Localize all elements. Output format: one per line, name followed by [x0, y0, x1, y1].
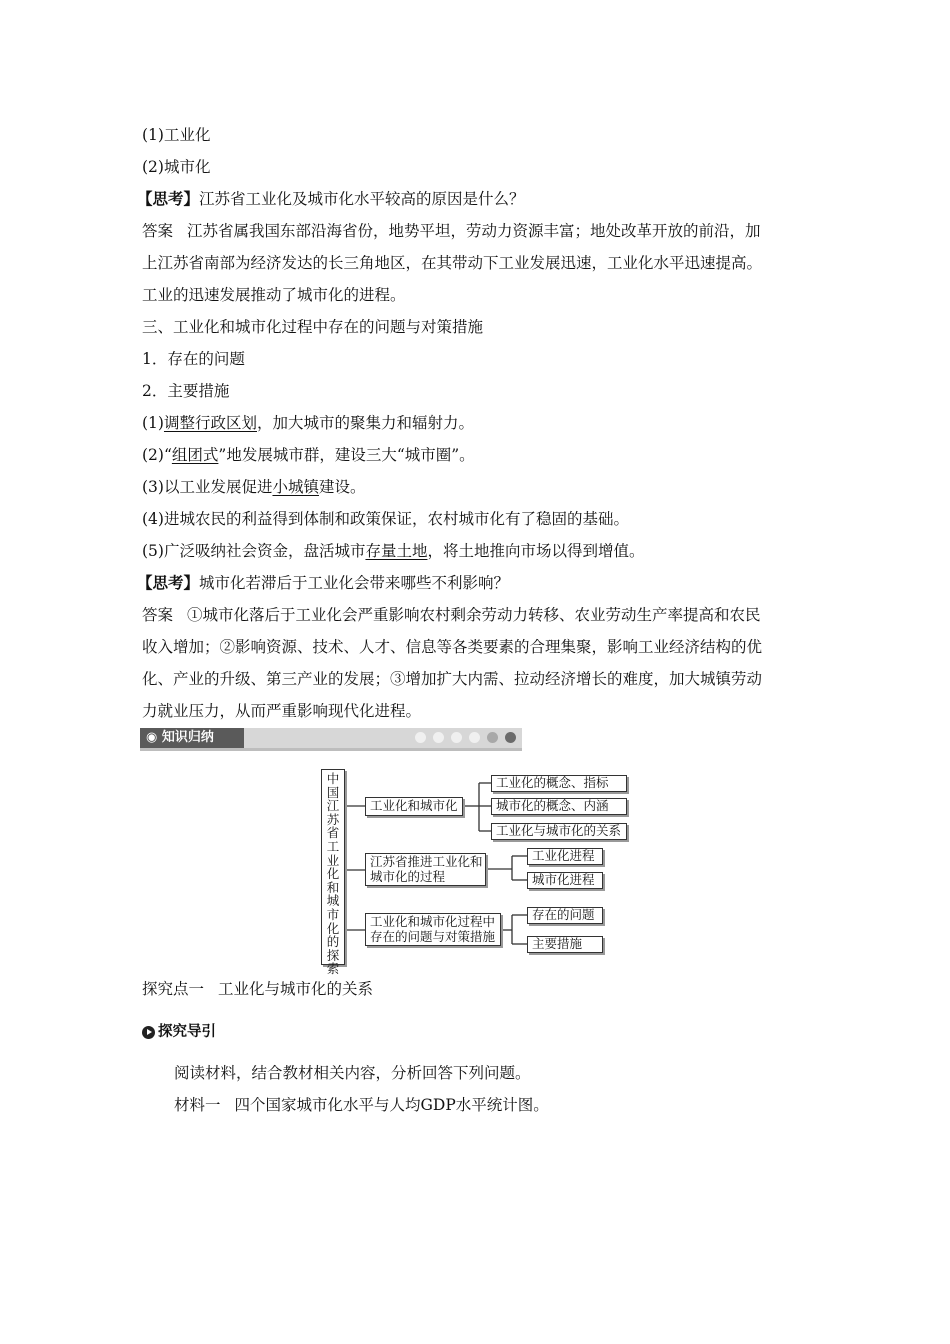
- root-char: 城: [326, 893, 340, 909]
- material-text: 四个国家城市化水平与人均GDP水平统计图。: [234, 1096, 549, 1114]
- reading-instruction: 阅读材料，结合教材相关内容，分析回答下列问题。: [174, 1064, 531, 1082]
- measure-keyword: 小城镇: [272, 478, 319, 496]
- measure-prefix: (3)以工业发展促进: [142, 478, 273, 496]
- root-char: 索: [326, 961, 340, 977]
- think-question: 江苏省工业化及城市化水平较高的原因是什么？: [199, 190, 525, 208]
- root-char: 化: [326, 920, 340, 936]
- root-char: 中: [326, 771, 340, 786]
- answer-text: 江苏省属我国东部沿海省份，地势平坦，劳动力资源丰富；地处改革开放的前沿，加: [187, 222, 761, 240]
- answer-label: 答案: [142, 222, 174, 240]
- leaf-box: 城市化进程: [527, 872, 603, 889]
- leaf-box: 城市化的概念、内涵: [491, 798, 627, 815]
- root-char: 化: [326, 866, 340, 882]
- play-circle-icon: [142, 1026, 155, 1039]
- branch-2-box: [365, 853, 486, 886]
- root-char: 探: [326, 947, 340, 963]
- root-char: 的: [326, 934, 340, 950]
- think-tag: 【思考】: [137, 573, 200, 592]
- answer-2-line-2: 收入增加；②影响资源、技术、人才、信息等各类要素的合理集聚，影响工业经济结构的优: [142, 638, 763, 656]
- answer-1-line-3: 工业的迅速发展推动了城市化的进程。: [142, 286, 406, 304]
- root-char: 市: [326, 906, 340, 922]
- measure-keyword: 组团式: [171, 446, 219, 464]
- branch-label-line: 工业化和城市化过程中: [370, 914, 496, 929]
- explore-title: 探究点一: [142, 980, 205, 998]
- material-1: [174, 1095, 854, 1115]
- measure-rest: ，加大城市的聚集力和辐射力。: [256, 414, 474, 432]
- branch-3-box: [365, 913, 501, 946]
- banner-label: 知识归纳: [161, 730, 214, 745]
- section-3-title: 三、工业化和城市化过程中存在的问题与对策措施: [142, 318, 484, 336]
- measure-rest: ，将土地推向市场以得到增值。: [427, 542, 645, 560]
- think-question: 城市化若滞后于工业化会带来哪些不利影响？: [199, 574, 510, 592]
- branch-1-box: 工业化和城市化: [365, 797, 463, 816]
- root-char: 国: [326, 784, 340, 800]
- concept-root-box: [321, 769, 345, 977]
- root-char: 工: [326, 838, 340, 854]
- branch-label-line: 城市化的过程: [370, 869, 446, 884]
- banner-tag: ◉ 知识归纳: [140, 728, 244, 748]
- answer-2-line-3: 化、产业的升级、第三产业的发展；③增加扩大内需、拉动经济增长的难度，加大城镇劳动: [142, 670, 763, 688]
- leaf-box: 工业化进程: [527, 848, 603, 865]
- section-3-point-2: 2．主要措施: [142, 382, 230, 400]
- sec2-item-1: (1)工业化: [142, 126, 211, 144]
- root-char: 苏: [326, 811, 340, 827]
- think-tag: 【思考】: [137, 189, 200, 208]
- leaf-box: 主要措施: [527, 936, 603, 953]
- material-label: 材料一: [174, 1096, 221, 1114]
- leaf-box: 工业化的概念、指标: [491, 775, 627, 792]
- branch-label-line: 存在的问题与对策措施: [370, 929, 496, 944]
- explore-topic: 工业化与城市化的关系: [218, 980, 374, 998]
- sec2-item-2: (2)城市化: [142, 158, 211, 176]
- measure-rest: ”地发展城市群，建设三大“城市圈”。: [218, 446, 475, 464]
- leaf-box: 工业化与城市化的关系: [491, 823, 627, 840]
- branch-label-line: 江苏省推进工业化和: [370, 854, 483, 869]
- guide-label: 探究导引: [158, 1024, 216, 1040]
- root-char: 江: [326, 798, 340, 814]
- measure-rest: 建设。: [318, 478, 366, 496]
- section-3-point-1: 1．存在的问题: [142, 350, 245, 368]
- guide-heading: [142, 1022, 216, 1042]
- explore-point-heading: [142, 979, 822, 999]
- answer-1-line-2: 上江苏省南部为经济发达的长三角地区，在其带动下工业发展迅速，工业化水平迅速提高。: [142, 254, 763, 272]
- answer-2-line-4: 力就业压力，从而严重影响现代化进程。: [142, 702, 422, 720]
- measure-prefix: (1): [142, 414, 164, 432]
- measure-4: (4)进城农民的利益得到体制和政策保证，农村城市化有了稳固的基础。: [142, 510, 629, 528]
- measure-prefix: (2)“: [142, 446, 172, 464]
- root-char: 和: [326, 879, 340, 895]
- answer-label: 答案: [142, 606, 174, 624]
- leaf-box: 存在的问题: [527, 907, 603, 924]
- measure-prefix: (5)广泛吸纳社会资金，盘活城市: [142, 542, 366, 560]
- answer-text: ①城市化落后于工业化会严重影响农村剩余劳动力转移、农业劳动生产率提高和农民: [187, 606, 761, 624]
- measure-keyword: 调整行政区划: [163, 414, 257, 432]
- root-char: 省: [326, 825, 340, 841]
- root-char: 业: [326, 852, 340, 868]
- measure-keyword: 存量土地: [365, 542, 428, 560]
